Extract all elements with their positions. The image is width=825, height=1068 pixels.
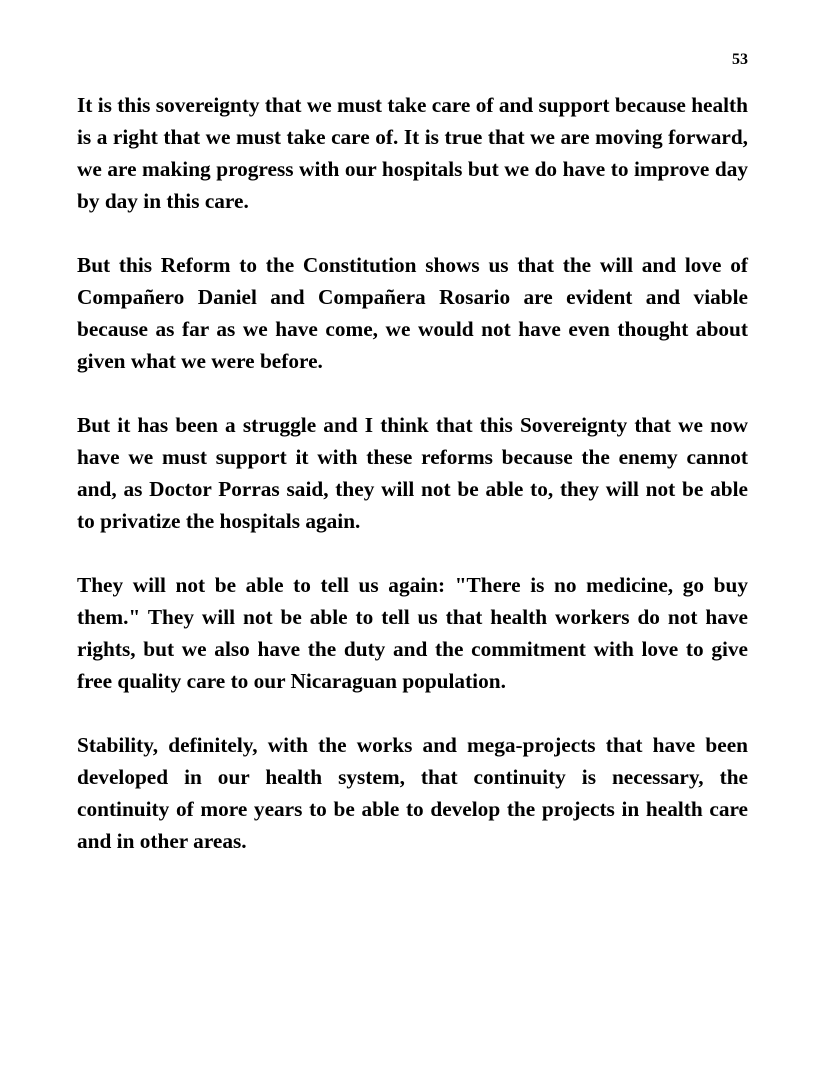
page-number: 53 (732, 51, 748, 68)
paragraph-2: But this Reform to the Constitution shows us that the will and love of Compañero Daniel and Compañera Rosario are evident and viable because as far as we have come, we would not have even thought about given what we were before. (77, 253, 748, 373)
paragraph-4: They will not be able to tell us again: "There is no medicine, go buy them." They will not be able to tell us that health workers do not have rights, but we also have the duty and the commitment with love to give free quality care to our Nicaraguan population. (77, 573, 748, 693)
paragraph-3: But it has been a struggle and I think that this Sovereignty that we now have we must support it with these reforms because the enemy cannot and, as Doctor Porras said, they will not be able to, they will not be able to privatize the hospitals again. (77, 413, 748, 533)
paragraph-1: It is this sovereignty that we must take care of and support because health is a right that we must take care of. It is true that we are moving forward, we are making progress with our hospitals but we do have to improve day by day in this care. (77, 93, 748, 213)
document-body (77, 89, 748, 889)
paragraph-5: Stability, definitely, with the works and mega-projects that have been developed in our health system, that continuity is necessary, the continuity of more years to be able to develop the projects in health care and in other areas. (77, 733, 748, 853)
